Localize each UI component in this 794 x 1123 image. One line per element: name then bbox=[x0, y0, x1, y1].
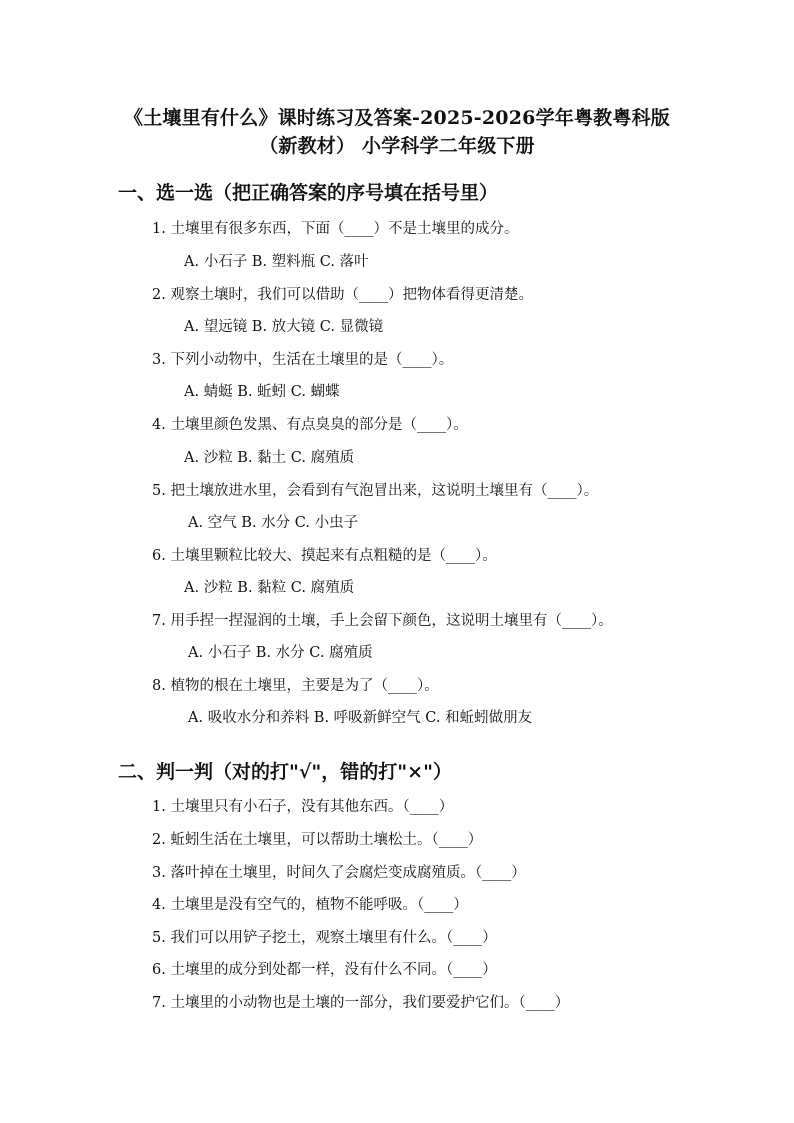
choice-options-4: A. 沙粒 B. 黏土 C. 腐殖质 bbox=[184, 450, 355, 466]
choice-options-1: A. 小石子 B. 塑料瓶 C. 落叶 bbox=[184, 254, 369, 270]
section-2-heading: 二、判一判（对的打"√"，错的打"×"） bbox=[118, 761, 453, 783]
choice-question-7: 7. 用手捏一捏湿润的土壤，手上会留下颜色，这说明土壤里有（____）。 bbox=[152, 613, 613, 629]
judge-question-2: 2. 蚯蚓生活在土壤里，可以帮助土壤松土。（____） bbox=[152, 832, 483, 848]
judge-question-7: 7. 土壤里的小动物也是土壤的一部分，我们要爱护它们。（____） bbox=[152, 995, 570, 1011]
section-1-heading: 一、选一选（把正确答案的序号填在括号里） bbox=[118, 182, 499, 204]
judge-question-1: 1. 土壤里只有小石子，没有其他东西。（____） bbox=[152, 799, 454, 815]
choice-question-6: 6. 土壤里颗粒比较大、摸起来有点粗糙的是（____）。 bbox=[152, 548, 497, 564]
judge-question-3: 3. 落叶掉在土壤里，时间久了会腐烂变成腐殖质。（____） bbox=[152, 865, 526, 881]
choice-question-8: 8. 植物的根在土壤里，主要是为了（____）。 bbox=[152, 678, 439, 694]
choice-options-8: A. 吸收水分和养料 B. 呼吸新鲜空气 C. 和蚯蚓做朋友 bbox=[188, 710, 533, 726]
choice-options-6: A. 沙粒 B. 黏粒 C. 腐殖质 bbox=[184, 580, 355, 596]
choice-options-5: A. 空气 B. 水分 C. 小虫子 bbox=[188, 515, 359, 531]
choice-options-2: A. 望远镜 B. 放大镜 C. 显微镜 bbox=[184, 319, 384, 335]
choice-question-5: 5. 把土壤放进水里，会看到有气泡冒出来，这说明土壤里有（____）。 bbox=[152, 483, 599, 499]
choice-question-1: 1. 土壤里有很多东西，下面（____）不是土壤里的成分。 bbox=[152, 221, 519, 237]
choice-question-3: 3. 下列小动物中，生活在土壤里的是（____）。 bbox=[152, 352, 454, 368]
judge-question-4: 4. 土壤里是没有空气的，植物不能呼吸。（____） bbox=[152, 897, 468, 913]
document-title-line-2: （新教材） 小学科学二年级下册 bbox=[259, 135, 535, 157]
judge-question-5: 5. 我们可以用铲子挖土，观察土壤里有什么。（____） bbox=[152, 930, 497, 946]
document-title-line-1: 《土壤里有什么》课时练习及答案-2025-2026学年粤教粤科版 bbox=[124, 107, 670, 129]
choice-options-3: A. 蜻蜓 B. 蚯蚓 C. 蝴蝶 bbox=[184, 384, 340, 400]
judge-question-6: 6. 土壤里的成分到处都一样，没有什么不同。（____） bbox=[152, 962, 497, 978]
choice-question-2: 2. 观察土壤时，我们可以借助（____）把物体看得更清楚。 bbox=[152, 287, 533, 303]
choice-question-4: 4. 土壤里颜色发黑、有点臭臭的部分是（____）。 bbox=[152, 417, 468, 433]
choice-options-7: A. 小石子 B. 水分 C. 腐殖质 bbox=[188, 645, 373, 661]
